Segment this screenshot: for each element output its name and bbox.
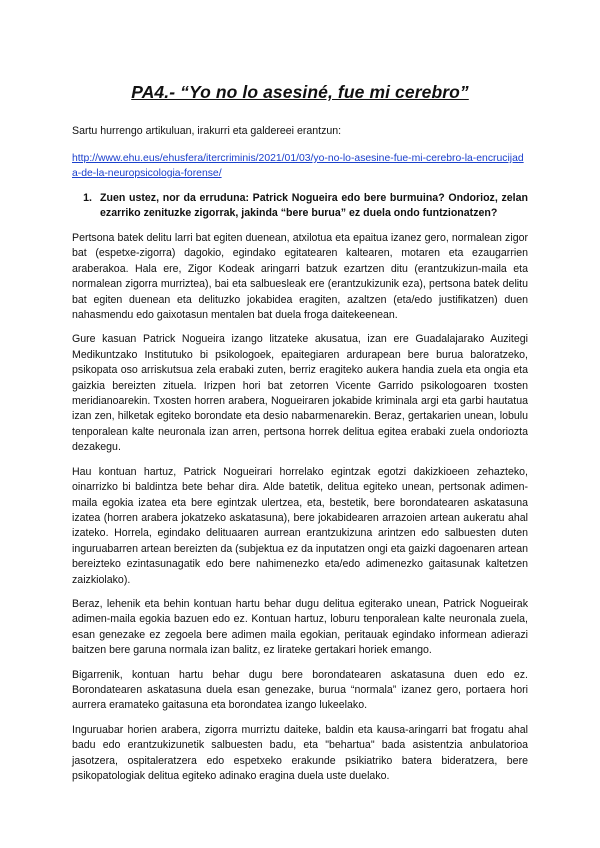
answer-paragraph: Pertsona batek delitu larri bat egiten duenean, atxilotua eta epaitua izanez gero, normalean zigor bat (espetxe-zigorra) dagokio, egindako egitatearen kaltearen, motaren eta ezaugarrien araberakoa. Hala ere, Zigor Kodeak aringarri batzuk ezartzen ditu (erantzukizun-maila eta normalean zigorra murriztea), bai eta salbuesleak ere (erantzukizunik eza), pertsona batek delitu bat egiten duenean eta delituzko jokabidea eragiten, azaltzen (eta/edo justifikatzen) duen nahasmendu edo gaixotasun mentalen bat duela froga daitekeenean. — [72, 232, 528, 322]
answer-paragraph: Bigarrenik, kontuan hartu behar dugu bere borondatearen askatasuna duen edo ez. Borondatearen askatasuna duela esan genezake, burua “normala” izanez gero, portaera hori aurrera eramateko gaitasuna eta borondatea izango lukeelako. — [72, 668, 528, 712]
answer-paragraph: Gure kasuan Patrick Nogueira izango litzateke akusatua, izan ere Guadalajarako Auzitegi Medikuntzako Institutuko bi psikologoek, epaitegiaren ardurapean bere burua baloratzeko, psikopata oso arriskutsua zela erabaki zuten, berriz eragiteko aukera handia zuela eta ongia eta gaizkia bereizten zituela. Irizpen hori bat zetorren Vicente Garrido psikologoaren txosten meridianoarekin. Txosten horren arabera, Nogueiraren jokabide kriminala argi eta garbi hautatua izan zen, hilketak egiteko borondate eta desio nabarmenarekin. Beraz, gertakarien unean, lobulu tenporalean kalte neuronala izan arren, pertsona horrek delitua egitea erabaki zuela ondorioztа dezakegu. — [72, 333, 528, 454]
question-text: Zuen ustez, nor da erruduna: Patrick Nogueira edo bere burmuina? Ondorioz, zelan ezarriko zenituzke zigorrak, jakinda “bere burua” ez duela ondo funtzionatzen? — [100, 192, 528, 219]
article-link[interactable]: http://www.ehu.eus/ehusfera/itercriminis/2021/01/03/yo-no-lo-asesine-fue-mi-cerebro-la-encrucijada-de-la-neuropsicologia-forense/ — [72, 153, 524, 179]
question-number: 1. — [83, 192, 92, 204]
question-item — [72, 191, 528, 221]
answer-paragraph: Inguruabar horien arabera, zigorra murriztu daiteke, baldin eta kausa-aringarri bat frogatu ahal badu edo erantzukizunetik salbuesten badu, eta "behartua" bada asistentzia anbulatorioa jasotzera, ospitaleratzera edo espetxeko erakunde psikiatriko batera bideratzera, bere psikopatologiak delitua egiteko adinako eragina duela uste duelako. — [72, 723, 528, 782]
document-page — [72, 82, 528, 793]
intro-text: Sartu hurrengo artikuluan, irakurri eta galdereei erantzun: — [72, 125, 342, 137]
answer-paragraph: Beraz, lehenik eta behin kontuan hartu behar dugu delitua egiterako unean, Patrick Nogueirak adimen-maila egokia bazuen edo ez. Kontuan hartuz, loburu tenporalean kalte neuronala zuela, esan genezake ez zegoela bere adimen maila egokian, peritauak egindako informean adierazi baitzen bere garuna normala izan balitz, ez lirateke gertakari horiek emango. — [72, 597, 528, 657]
answer-paragraph: Hau kontuan hartuz, Patrick Nogueirari horrelako egintzak egotzi dakizkioeen zehazteko, oinarrizko bi baldintza bete behar dira. Alde batetik, delitua egiteko unean, pertsonak adimen-maila egokia izatea eta bere egintzak ulertzea, eta, bestetik, bere borondatearen askatasuna izatea (horren arabera jokatzeko askatasuna), bere jokabidearen arrazoien artean aukeratu ahal izateko. Horrela, egindako delituaaren aurrean erantzukizuna arintzen edo salbuesten duten inguruabarren artean bereizten da (subjektua ez da inputatzen ongi eta gaizki dagoenaren artean bereizteko ezintasunagatik edo bere nahimenezko eta/edo adimenezko gaitasunak kaltetzen zaizkiolako). — [72, 465, 528, 586]
document-title: PA4.- “Yo no lo asesiné, fue mi cerebro” — [131, 82, 469, 102]
